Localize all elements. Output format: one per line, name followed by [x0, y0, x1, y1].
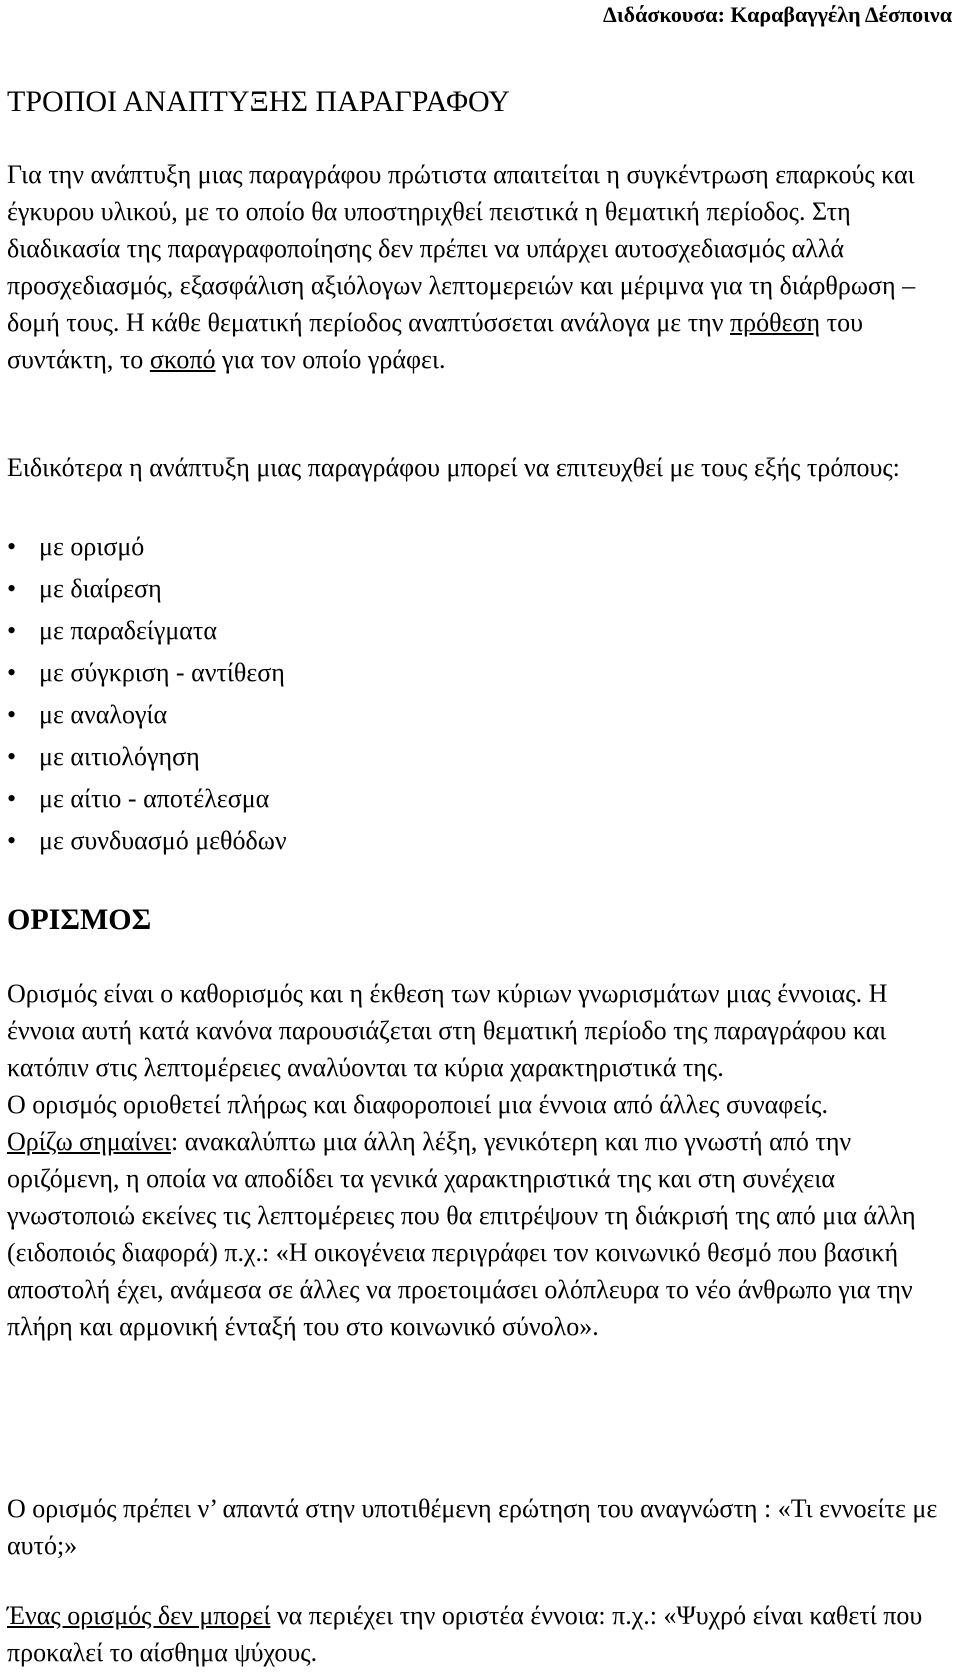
- bullet-icon: •: [7, 826, 17, 855]
- definition-paragraph: [7, 1123, 953, 1345]
- intro-text-1: Για την ανάπτυξη μιας παραγράφου πρώτιστα απαιτείται η συγκέντρωση επαρκούς και έγκυρου υλικού, με το οποίο θα υποστηριχθεί πειστικά η θεματική περίοδος. Στη διαδικασία της παραγραφοποίησης δεν πρέπει να υπάρχει αυτοσχεδιασμός αλλά προσχεδιασμός, εξασφάλιση αξιόλογων λεπτομερειών και μέριμνα για τη διάρθρωση – δομή τους. Η κάθε θεματική περίοδος αναπτύσσεται ανάλογα με την: [7, 160, 916, 337]
- list-item: [7, 736, 287, 778]
- intro-text-3: για τον οποίο γράφει.: [215, 345, 446, 374]
- list-item: [7, 694, 287, 736]
- list-item-label: με αιτιολόγηση: [39, 742, 200, 771]
- definition-rule-underlined: Ένας ορισμός δεν μπορεί: [7, 1601, 271, 1630]
- definition-text: : ανακαλύπτω μια άλλη λέξη, γενικότερη και πιο γνωστή από την οριζόμενη, η οποία να αποδίδει τα γενικά χαρακτηριστικά της και στη συνέχεια γνωστοποιώ εκείνες τις λεπτομέρειες που θα επιτρέψουν τη διάκρισή της από μια άλλη (ειδοποιός διαφορά) π.χ.: «Η οικογένεια περιγράφει τον κοινωνικό θεσμό που βασική αποστολή έχει, ανάμεσα σε άλλες να προετοιμάσει ολόπλευρα το νέο άνθρωπο για την πλήρη και αρμονική ένταξή του στο κοινωνικό σύνολο».: [7, 1127, 916, 1341]
- definition-rule-paragraph: [7, 1597, 953, 1671]
- page-title: ΤΡΟΠΟΙ ΑΝΑΠΤΥΞΗΣ ΠΑΡΑΓΡΑΦΟΥ: [7, 85, 510, 118]
- methods-intro: Ειδικότερα η ανάπτυξη μιας παραγράφου μπορεί να επιτευχθεί με τους εξής τρόπους:: [7, 453, 900, 482]
- bullet-icon: •: [7, 742, 17, 771]
- definition-question-paragraph: Ο ορισμός πρέπει ν’ απαντά στην υποτιθέμενη ερώτηση του αναγνώστη : «Τι εννοείτε με αυτό;»: [7, 1494, 938, 1560]
- bullet-icon: •: [7, 784, 17, 813]
- list-item: [7, 778, 287, 820]
- intro-underlined-intent: πρόθεση: [730, 308, 821, 337]
- intro-underlined-purpose: σκοπό: [149, 345, 216, 374]
- bullet-icon: •: [7, 658, 17, 687]
- bullet-icon: •: [7, 574, 17, 603]
- definition-paragraph: Ορισμός είναι ο καθορισμός και η έκθεση των κύριων γνωρισμάτων μιας έννοιας. Η έννοια αυτή κατά κανόνα παρουσιάζεται στη θεματική περίοδο της παραγράφου και κατόπιν στις λεπτομέρειες αναλύονται τα κύρια χαρακτηριστικά της.: [7, 979, 888, 1082]
- definition-underlined-term: Ορίζω σημαίνει: [7, 1127, 172, 1156]
- list-item: [7, 610, 287, 652]
- list-item: [7, 652, 287, 694]
- list-item-label: με παραδείγματα: [39, 616, 217, 645]
- list-item: [7, 568, 287, 610]
- list-item-label: με αίτιο - αποτέλεσμα: [39, 784, 270, 813]
- intro-text-2: του συντάκτη, το: [7, 308, 863, 374]
- intro-paragraph: [7, 156, 953, 378]
- definition-heading: ΟΡΙΣΜΟΣ: [7, 903, 152, 936]
- definition-rule-text: να περιέχει την οριστέα έννοια: π.χ.: «Ψυχρό είναι καθετί που προκαλεί το αίσθημα ψύχους.: [7, 1601, 923, 1667]
- bullet-icon: •: [7, 700, 17, 729]
- list-item-label: με συνδυασμό μεθόδων: [39, 826, 287, 855]
- teacher-name: Διδάσκουσα: Καραβαγγέλη Δέσποινα: [603, 2, 952, 27]
- list-item: [7, 526, 287, 568]
- list-item-label: με σύγκριση - αντίθεση: [39, 658, 285, 687]
- list-item-label: με αναλογία: [39, 700, 168, 729]
- definition-paragraph: Ο ορισμός οριοθετεί πλήρως και διαφοροποιεί μια έννοια από άλλες συναφείς.: [7, 1090, 828, 1119]
- bullet-icon: •: [7, 616, 17, 645]
- list-item-label: με ορισμό: [39, 532, 145, 561]
- list-item-label: με διαίρεση: [39, 574, 162, 603]
- bullet-icon: •: [7, 532, 17, 561]
- list-item: [7, 820, 287, 862]
- methods-list: [7, 526, 287, 862]
- definition-body: [7, 975, 953, 1345]
